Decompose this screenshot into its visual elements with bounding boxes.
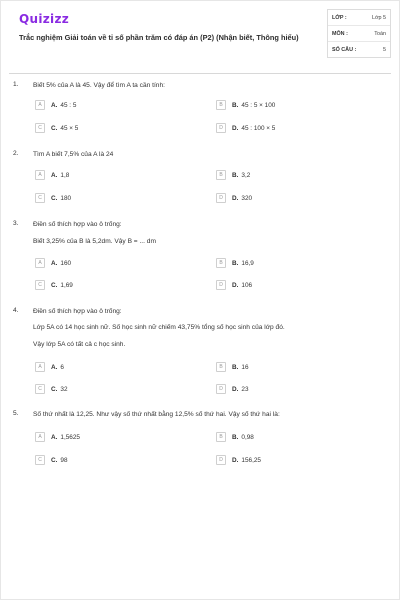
meta-row-class	[328, 10, 390, 26]
meta-class-label: LỚP :	[332, 14, 347, 21]
option-letter: A.	[51, 101, 58, 109]
meta-box	[327, 9, 391, 58]
option-text: 180	[60, 194, 72, 202]
option-box: A	[35, 432, 45, 442]
worksheet-title: Trắc nghiệm Giải toán về tỉ số phần trăm có đáp án (P2) (Nhận biết, Thông hiểu)	[19, 33, 299, 42]
option-text: 1,8	[60, 171, 70, 179]
option-text: 0,98	[241, 433, 254, 441]
option-text: 23	[241, 385, 249, 393]
option-box: D	[216, 193, 226, 203]
option-box: A	[35, 258, 45, 268]
option-letter: B.	[232, 259, 239, 267]
option-d[interactable]	[216, 455, 261, 465]
option-box: A	[35, 100, 45, 110]
meta-subject-label: MÔN :	[332, 30, 348, 37]
question-number: 1.	[13, 81, 19, 88]
meta-subject-value: Toán	[374, 30, 386, 37]
option-b[interactable]	[216, 432, 254, 442]
option-text: 156,25	[241, 456, 261, 464]
option-a[interactable]	[35, 258, 71, 268]
option-box: D	[216, 280, 226, 290]
option-letter: A.	[51, 259, 58, 267]
option-a[interactable]	[35, 170, 69, 180]
option-letter: C.	[51, 281, 58, 289]
option-box: C	[35, 384, 45, 394]
option-text: 45 × 5	[60, 124, 79, 132]
option-letter: A.	[51, 171, 58, 179]
option-box: D	[216, 123, 226, 133]
option-box: B	[216, 362, 226, 372]
option-text: 1,69	[60, 281, 73, 289]
option-text: 3,2	[241, 171, 251, 179]
option-letter: A.	[51, 433, 58, 441]
quizizz-logo: Quizizz	[19, 12, 70, 26]
option-d[interactable]	[216, 193, 252, 203]
meta-row-subject	[328, 26, 390, 42]
option-b[interactable]	[216, 100, 275, 110]
option-text: 45 : 100 × 5	[241, 124, 276, 132]
option-box: C	[35, 455, 45, 465]
question-line: Lớp 5A có 14 học sinh nữ. Số học sinh nữ chiếm 43,75% tổng số học sinh của lớp đó.	[33, 324, 285, 331]
question-text: Biết 5% của A là 45. Vậy để tìm A ta cần tính:	[33, 82, 165, 89]
worksheet-header	[9, 1, 391, 74]
option-box: B	[216, 100, 226, 110]
option-letter: C.	[51, 194, 58, 202]
option-c[interactable]	[35, 123, 78, 133]
meta-class-value: Lớp 5	[371, 14, 386, 21]
option-c[interactable]	[35, 280, 73, 290]
option-d[interactable]	[216, 384, 249, 394]
option-c[interactable]	[35, 455, 68, 465]
option-letter: D.	[232, 281, 239, 289]
option-letter: D.	[232, 124, 239, 132]
option-letter: D.	[232, 194, 239, 202]
option-b[interactable]	[216, 258, 254, 268]
question-line: Vậy lớp 5A có tất cả c học sinh.	[33, 341, 126, 348]
option-d[interactable]	[216, 280, 252, 290]
option-text: 45 : 5	[60, 101, 77, 109]
meta-count-value: 5	[383, 46, 386, 53]
option-box: C	[35, 193, 45, 203]
question-number: 5.	[13, 410, 19, 417]
question-line: Biết 3,25% của B là 5,2dm. Vậy B = ... dm	[33, 238, 156, 245]
option-text: 1,5625	[60, 433, 80, 441]
option-box: D	[216, 384, 226, 394]
question-text: Tìm A biết 7,5% của A là 24	[33, 151, 114, 158]
option-letter: C.	[51, 124, 58, 132]
question-number: 3.	[13, 220, 19, 227]
option-b[interactable]	[216, 170, 250, 180]
option-letter: B.	[232, 101, 239, 109]
option-box: D	[216, 455, 226, 465]
option-letter: C.	[51, 385, 58, 393]
option-text: 45 : 5 × 100	[241, 101, 276, 109]
question-number: 4.	[13, 307, 19, 314]
option-box: A	[35, 170, 45, 180]
option-d[interactable]	[216, 123, 275, 133]
option-letter: D.	[232, 456, 239, 464]
option-b[interactable]	[216, 362, 249, 372]
option-letter: B.	[232, 433, 239, 441]
option-text: 160	[60, 259, 72, 267]
question-text: Điền số thích hợp vào ô trống:	[33, 308, 122, 315]
option-c[interactable]	[35, 384, 68, 394]
option-text: 32	[60, 385, 68, 393]
option-letter: D.	[232, 385, 239, 393]
option-box: C	[35, 280, 45, 290]
option-letter: C.	[51, 456, 58, 464]
option-letter: B.	[232, 363, 239, 371]
option-text: 16	[241, 363, 249, 371]
option-letter: A.	[51, 363, 58, 371]
option-text: 16,9	[241, 259, 254, 267]
option-box: B	[216, 432, 226, 442]
question-text: Số thứ nhất là 12,25. Như vậy số thứ nhất bằng 12,5% số thứ hai. Vậy số thứ hai là:	[33, 411, 280, 418]
option-box: B	[216, 170, 226, 180]
meta-count-label: SỐ CÂU :	[332, 46, 357, 53]
option-box: B	[216, 258, 226, 268]
option-a[interactable]	[35, 362, 64, 372]
option-text: 320	[241, 194, 253, 202]
option-text: 98	[60, 456, 68, 464]
option-text: 106	[241, 281, 253, 289]
option-box: C	[35, 123, 45, 133]
option-a[interactable]	[35, 100, 76, 110]
question-number: 2.	[13, 150, 19, 157]
option-letter: B.	[232, 171, 239, 179]
option-text: 6	[60, 363, 64, 371]
question-text: Điền số thích hợp vào ô trống:	[33, 221, 122, 228]
option-c[interactable]	[35, 193, 71, 203]
option-a[interactable]	[35, 432, 80, 442]
option-box: A	[35, 362, 45, 372]
meta-row-count	[328, 42, 390, 57]
